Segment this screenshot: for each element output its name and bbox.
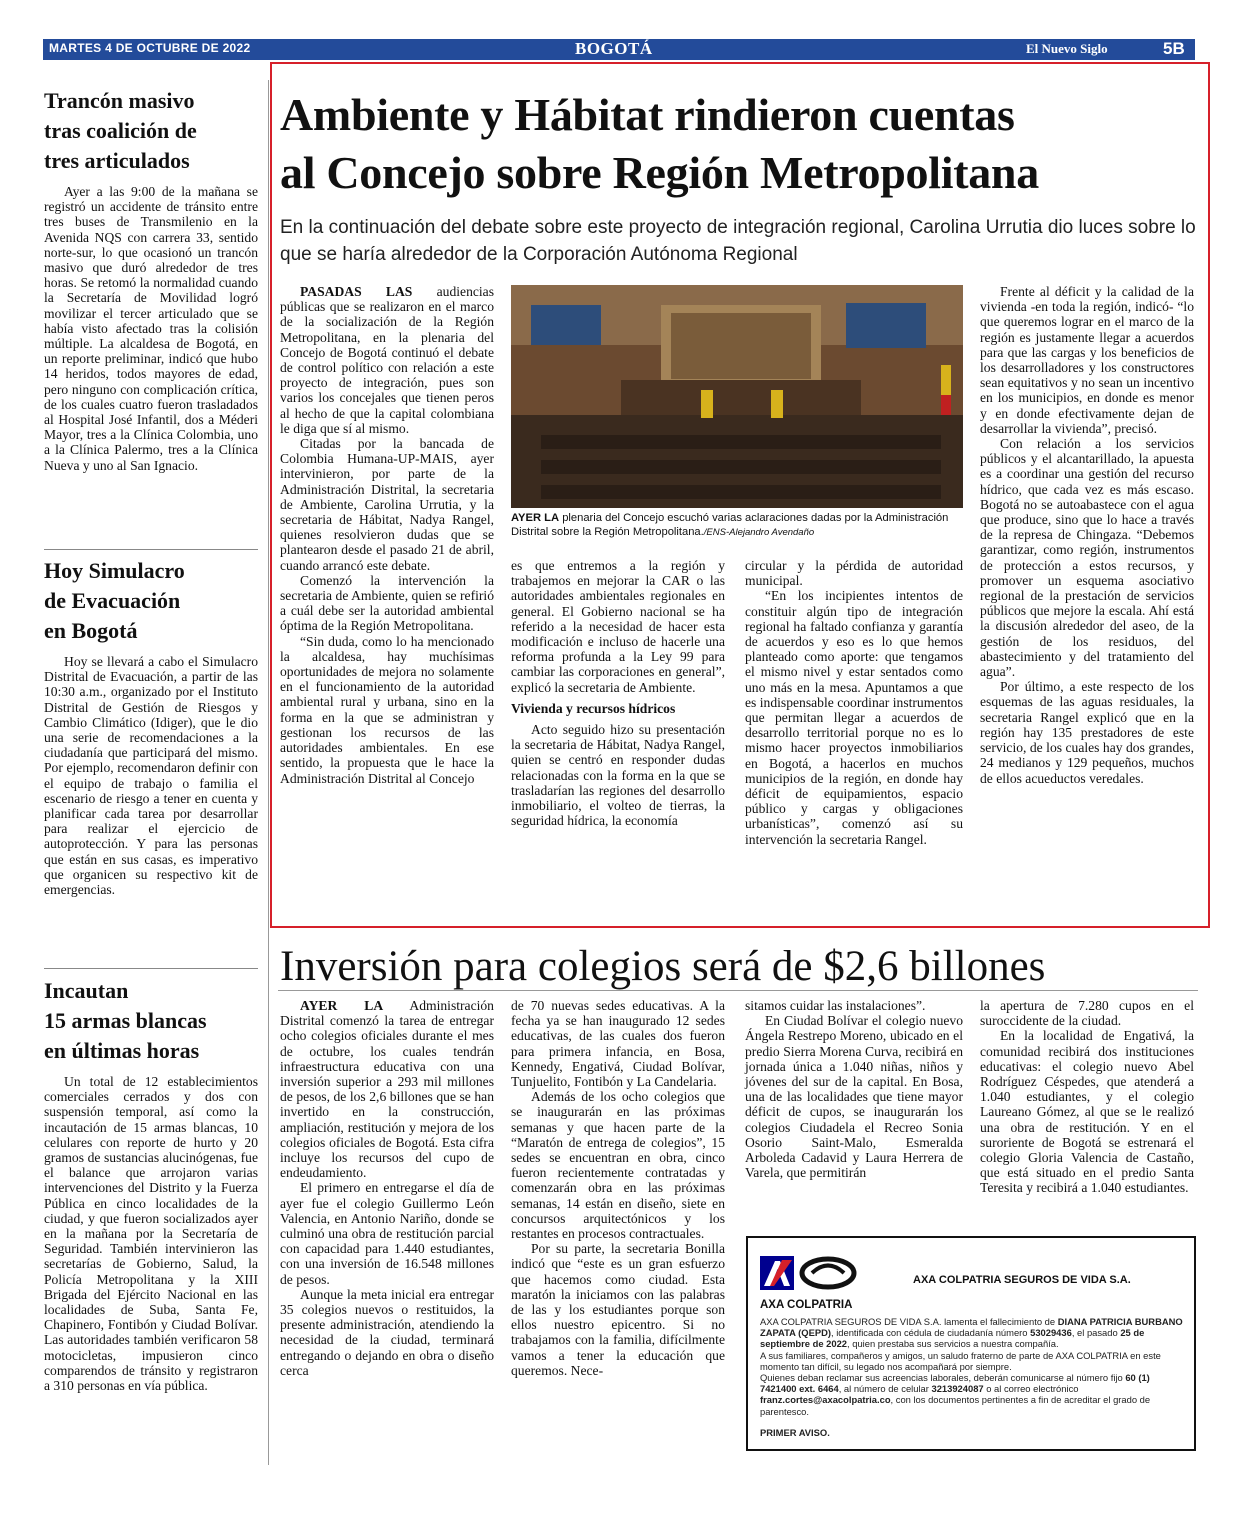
paragraph	[280, 998, 494, 1180]
ad-paragraph	[760, 1372, 1184, 1417]
article-1-dek: En la continuación del debate sobre este proyecto de integración regional, Carolina Urrutia dio luces sobre lo que se haría alrededor de la Corporación Autónoma Regional	[280, 217, 1196, 265]
deceased-name: DIANA PATRICIA BURBANO ZAPATA (QEPD)	[760, 1316, 1183, 1339]
paragraph: la apertura de 7.280 cupos en el suroccidente de la ciudad.	[980, 998, 1194, 1029]
caption-text: plenaria del Concejo escuchó varias aclaraciones dadas por la Administración Distrital sobre la Región Metropolitana.	[511, 512, 949, 538]
article-1-column-3	[745, 558, 963, 847]
lede-words: AYER LA	[300, 998, 384, 1013]
paragraph: sitamos cuidar las instalaciones”.	[745, 998, 926, 1013]
rail-story-3	[44, 976, 258, 1393]
council-plenary-photo	[511, 285, 963, 508]
paragraph-text: Administración Distrital comenzó la tarea de entregar ocho colegios oficiales durante el mes de octubre, los cuales tendrán infraestructura educativa con una inversión superior a 293 mil millones de pesos, de los 2,6 billones que se han invertido en la construcción, ampliación, restitución y mejora de los colegios oficiales de Bogotá. Esta cifra incluye los recursos del cupo de endeudamiento.	[280, 998, 494, 1181]
section-subhead: Vivienda y recursos hídricos	[511, 700, 676, 716]
article-2-column-2	[511, 998, 725, 1378]
ad-body	[760, 1316, 1184, 1438]
paragraph	[280, 284, 494, 436]
rail-story-3-title	[44, 976, 258, 1066]
article-2-column-3	[745, 998, 963, 1180]
article-2-column-1	[280, 998, 494, 1378]
paragraph: Un total de 12 establecimientos comerciales cerrados y dos con suspensión temporal, así como la incautación de 15 armas blancas, 10 celulares con reporte de hurto y 20 gramos de sustancias alucinógenas, fue el balance que arrojaron varias intervenciones del Distrito y la Fuerza Pública en cinco localidades de la ciudad, y que fueron socializados ayer en la mañana por la Secretaría de Seguridad. También intervinieron las secretarías de Gobierno, Salud, la Policía Metropolitana y la XIII Brigada del Ejército Nacional en las localidades de Suba, Santa Fe, Chapinero, Fontibón y Ciudad Bolívar. Las autoridades también verificaron 58 motocicletas, impusieron cinco comparendos de tránsito y registraron a 310 personas en vía pública.	[44, 1074, 258, 1394]
text: , con los documentos pertinentes a fin de acreditar el grado de parentesco.	[760, 1394, 1151, 1417]
article-1-headline	[280, 86, 1200, 202]
paragraph: Ayer a las 9:00 de la mañana se registró un accidente de tránsito entre tres buses de Transmilenio en la Avenida NQS con carrera 33, sentido norte-sur, lo que ocasionó un trancón masivo que duró alrededor de tres horas. Se retomó la normalidad cuando la Secretaría de Movilidad logró movilizar el tercer articulado que se había visto afectado tras la colisión múltiple. La alcaldesa de Bogotá, en un reporte preliminar, indicó que hubo 14 heridos, todos mayores de edad, pero ninguno con complicación crítica, de los cuales cuatro fueron trasladados al Hospital José Infantil, dos a Méderi Mayor, tres a la Clínica Colombia, uno a la Clínica Palermo, tres a la Clínica Nueva y uno al San Ignacio.	[44, 184, 258, 473]
id-number: 53029436	[1030, 1327, 1072, 1339]
photo-credit: /ENS-Alejandro Avendaño	[703, 527, 815, 538]
title-line: Incautan	[44, 978, 129, 1003]
paragraph: Citadas por la bancada de Colombia Humana-UP-MAIS, ayer intervinieron, por parte de la Administración Distrital, la secretaria de Ambiente, Carolina Urrutia, y la secretaria de Hábitat, Nadya Rangel, quienes resolvieron dudas que se plantearon desde el pasado 21 de abril, cuando arrancó este debate.	[280, 436, 494, 573]
text: , identificada con cédula de ciudadanía número	[831, 1327, 1031, 1339]
paragraph: Por su parte, la secretaria Bonilla indicó que “este es un gran esfuerzo que hacemos como ciudad. Esta maratón la iniciamos con las palabras de las y los estudiantes porque son ellos nuestro epicentro. Si no trabajamos con la familia, difícilmente vamos a tener la educación que queremos. Nece-	[511, 1241, 725, 1378]
rail-story-3-body	[44, 1074, 258, 1393]
title-line: en Bogotá	[44, 618, 138, 643]
title-line: tras coalición de	[44, 118, 197, 143]
title-line: en últimas horas	[44, 1038, 200, 1063]
paragraph: El primero en entregarse el día de ayer fue el colegio Guillermo León Valencia, en Antonio Nariño, donde se culminó una obra de restitución parcial con capacidad para 1.440 estudiantes, con una inversión de 16.548 millones de pesos.	[280, 1180, 494, 1287]
article-1-column-2	[511, 558, 725, 828]
title-line: de Evacuación	[44, 588, 181, 613]
email-address: franz.cortes@axacolpatria.co	[760, 1394, 891, 1406]
newspaper-brand: El Nuevo Siglo	[1026, 41, 1108, 56]
headline-rule	[278, 990, 1198, 991]
rail-story-2-title	[44, 556, 258, 646]
text: , quien prestaba sus servicios a nuestra compañía.	[847, 1338, 1059, 1350]
paragraph: Aunque la meta inicial era entregar 35 colegios nuevos o restituidos, la presente administración, atendiendo la necesidad de la ciudad, terminará entregando o dejando en obra o diseño cerca	[280, 1286, 494, 1378]
rail-divider	[44, 968, 258, 969]
text: AXA COLPATRIA SEGUROS DE VIDA S.A. lamenta el fallecimiento de	[760, 1316, 1058, 1327]
paragraph: “Sin duda, como lo ha mencionado la alcaldesa, hay muchísimas oportunidades de mejora no solamente en el funcionamiento de la autoridad ambiental rural y urbana, sino en la forma en la que se administran y gestionan los recursos de las autoridades ambientales. En ese sentido, la propuesta que le hace la Administración Distrital al Concejo	[280, 633, 494, 786]
logo-wordmark: AXA COLPATRIA	[760, 1299, 853, 1311]
paragraph: “En los incipientes intentos de constituir algún tipo de integración regional ha faltado confianza y garantía de acuerdos y eso es lo que hemos planteado como aporte: que tengamos el mismo nivel y estar sentados como uno más en la mesa. Apuntamos a que es indispensable coordinar instrumentos que permitan llegar a acuerdos de desarrollo territorial porque no es lo mismo hacer proyectos inmobiliarios en Bogotá, a hacerlos en muchos municipios de la región, en donde hay déficit de equipamientos, espacio público y cargas y obligaciones urbanísticas”, comenzó así su intervención la secretaria Rangel.	[745, 588, 963, 847]
paragraph: Acto seguido hizo su presentación la secretaria de Hábitat, Nadya Rangel, quien se centró en responder dudas relacionadas con la forma en la que se trasladarían las regiones del desarrollo inmobiliario, el volteo de tierras, la seguridad hídrica, la economía	[511, 722, 725, 829]
text: Quienes deban reclamar sus acreencias laborales, deberán comunicarse al número fijo	[760, 1372, 1126, 1384]
text: , al número de celular	[838, 1383, 932, 1395]
rail-story-1-title	[44, 86, 258, 176]
ad-company-name: AXA COLPATRIA SEGUROS DE VIDA S.A.	[913, 1274, 1131, 1286]
ad-paragraph: A sus familiares, compañeros y amigos, un saludo fraterno de parte de AXA COLPATRIA en este momento tan difícil, su legado nos acompañará por siempre.	[760, 1349, 1161, 1372]
rail-story-2	[44, 556, 258, 897]
caption-lead: AYER LA	[511, 512, 560, 524]
axa-colpatria-logo	[760, 1256, 860, 1311]
paragraph: Frente al déficit y la calidad de la vivienda -en toda la región, indicó- “lo que queremos lograr en el marco de la región es justamente llegar a acuerdos para que las cargas y los beneficios de los desarrolladores y los constructores sean equitativos y no sean un incentivo en los municipios, en donde es menor y en donde efectivamente dejan de desarrollar la vivienda”, precisó.	[980, 284, 1194, 436]
text: o al correo electrónico	[983, 1383, 1079, 1395]
rail-divider	[44, 549, 258, 550]
page-header-bar	[43, 39, 1195, 60]
paragraph-text: audiencias públicas que se realizaron en el marco de la socialización de la Región Metropolitana, en la plenaria del Concejo de Bogotá continuó el debate de control político con relación a este proyecto de integración, pues son varios los concejales que tienen peros al hecho de que la capital colombiana le diga que sí al mismo.	[280, 284, 494, 436]
ad-paragraph	[760, 1316, 1184, 1350]
paragraph: En la localidad de Engativá, la comunidad recibirá dos instituciones educativas: el colegio nuevo Abel Rodríguez Céspedes, que atenderá a 1.040 estudiantes, y el colegio Laureano Gómez, al que se le realizó una obra de restitución. Y en el suroriente de Bogotá se estrenará el colegio Gloria Valencia de Castaño, que está situado en el predio Santa Teresita y recibirá a 1.040 estudiantes.	[980, 1028, 1194, 1196]
paragraph: circular y la pérdida de autoridad municipal.	[745, 558, 963, 589]
paragraph: Por último, a este respecto de los esquemas de las aguas residuales, la secretaria Rangel explicó que en la región hay 135 prestadores de este servicio, de los cuales hay dos grandes, 24 medianos y 129 pequeños, muchos de ellos acueductos veredales.	[980, 679, 1194, 786]
title-line: Trancón masivo	[44, 88, 195, 113]
text: , el pasado	[1071, 1327, 1121, 1339]
axa-logo-icon	[760, 1256, 860, 1292]
paragraph: Además de los ocho colegios que se inaugurarán en las próximas semanas y que hacen parte de la “Maratón de entrega de colegios”, 15 sedes se encuentran en obra, cinco fueron recientemente contratadas y comenzarán obra en las próximas semanas, 14 están en diseño, siete en concursos arquitectónicos y los restantes en procesos contractuales.	[511, 1089, 725, 1242]
title-line: tres articulados	[44, 148, 190, 173]
article-1-column-4	[980, 284, 1194, 786]
paragraph: es que entremos a la región y trabajemos en mejorar la CAR o las autoridades ambientales regionales en general. El Gobierno nacional se ha referido a la necesidad de hacer esta modificación e incluso de hacerle una reforma profunda a la Ley 99 para cambiar las corporaciones en general”, explicó la secretaria de Ambiente.	[511, 558, 725, 695]
rail-story-2-body	[44, 654, 258, 897]
article-1-column-1	[280, 284, 494, 786]
council-chamber-illustration	[511, 285, 963, 508]
rail-story-1-body	[44, 184, 258, 473]
issue-date: MARTES 4 DE OCTUBRE DE 2022	[49, 41, 251, 55]
cell-number: 3213924087	[931, 1383, 984, 1395]
column-rule	[268, 80, 269, 1465]
lede-words: PASADAS LAS	[300, 284, 413, 299]
paragraph: Comenzó la intervención la secretaria de Ambiente, quien se refirió a cuál debe ser la autoridad ambiental óptima de la Región Metropolitana.	[280, 572, 494, 634]
phone-number: 60 (1) 7421400 ext. 6464	[760, 1372, 1150, 1395]
paragraph: de 70 nuevas sedes educativas. A la fecha ya se han inaugurado 12 sedes educativas, de las cuales dos fueron para primera infancia, en Bosa, Kennedy, Engativá, Ciudad Bolívar, Tunjuelito, Fontibón y La Candelaria.	[511, 998, 725, 1090]
paragraph: En Ciudad Bolívar el colegio nuevo Ángela Restrepo Moreno, ubicado en el predio Sierra Morena Curva, recibirá en jornada única a 1.040 niñas, niños y jóvenes del sur de la capital. En Bosa, una de las localidades que tiene mayor déficit de cupos, se inaugurarán los colegios Ciudadela el Recreo Sonia Osorio Saint-Malo, Esmeralda Arboleda Cadavid y Laura Herrera de Varela, que permitirán	[745, 1013, 963, 1181]
obituary-notice-ad	[746, 1236, 1196, 1451]
paragraph: Con relación a los servicios públicos y el alcantarillado, la apuesta es a coordinar una gestión del recurso hídrico, que cada vez es más escaso. Bogotá no se autoabastece con el agua que produce, sino que lo hace a través de la represa de Chingaza. “Debemos garantizar, como región, instrumentos de protección a estos recursos, y promover un esquema asociativo regional de la prestación de servicios públicos que mejore la escala. Ahí está la discusión alrededor del aseo, de la gestión de los residuos, del abastecimiento y del tratamiento del agua”.	[980, 436, 1194, 680]
section-name: BOGOTÁ	[575, 39, 653, 58]
paragraph: Hoy se llevará a cabo el Simulacro Distrital de Evacuación, a partir de las 10:30 a.m., organizado por el Instituto Distrital de Gestión de Riesgos y Cambio Climático (Idiger), que le dio una serie de recomendaciones a la ciudadanía que participará del mismo. Por ejemplo, recomendaron definir con el equipo de trabajo o familia el escenario de riesgo a tener en cuenta y planificar cada tarea por desarrollar para realizar el ejercicio de autoprotección. Y para las personas que están en sus casas, es imperativo que organicen su respectivo kit de emergencias.	[44, 654, 258, 898]
article-2-column-4	[980, 998, 1194, 1196]
rail-story-1	[44, 86, 258, 473]
title-line: Hoy Simulacro	[44, 558, 185, 583]
title-line: 15 armas blancas	[44, 1008, 207, 1033]
date-of-death: 25 de septiembre de 2022	[760, 1327, 1145, 1350]
page-number: 5B	[1163, 39, 1185, 58]
notice-label: PRIMER AVISO.	[760, 1426, 830, 1438]
photo-caption	[511, 511, 963, 540]
headline-line: Ambiente y Hábitat rindieron cuentas	[280, 89, 1015, 140]
headline-line: al Concejo sobre Región Metropolitana	[280, 147, 1039, 198]
article-2-headline: Inversión para colegios será de $2,6 billones	[280, 943, 1046, 990]
